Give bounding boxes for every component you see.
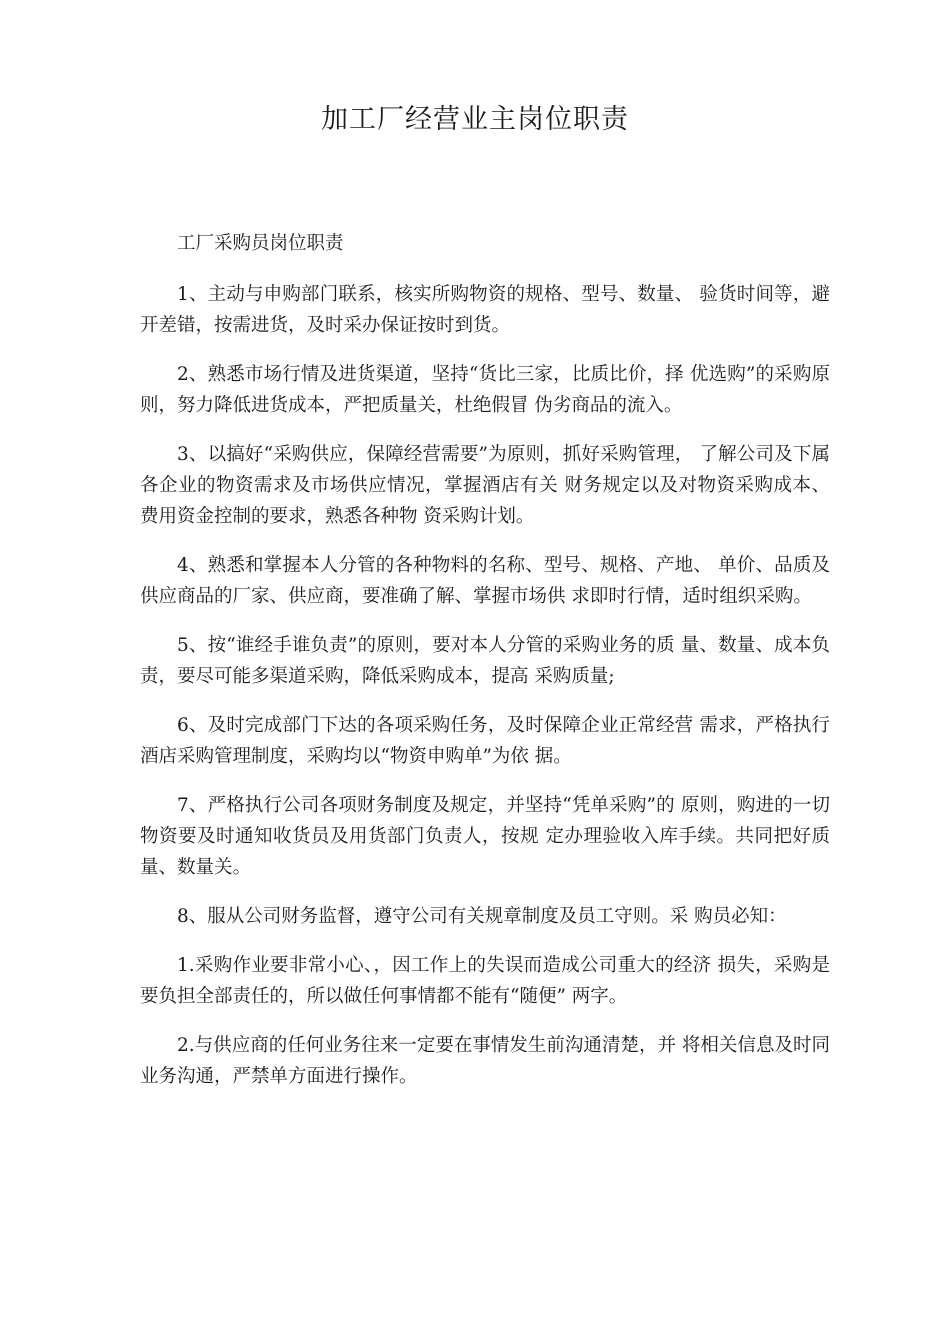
duty-paragraph-5: 5、按“谁经手谁负责”的原则，要对本人分管的采购业务的质 量、数量、成本负责，要尽可能多渠道采购，降低采购成本，提高 采购质量; <box>140 635 830 687</box>
duty-paragraph-7: 7、严格执行公司各项财务制度及规定，并坚持“凭单采购”的 原则，购进的一切物资要及时通知收货员及用货部门负责人，按规 定办理验收入库手续。共同把好质量、数量关。 <box>140 795 830 878</box>
duty-paragraph-8: 8、服从公司财务监督，遵守公司有关规章制度及员工守则。采 购员必知： <box>177 906 787 927</box>
duty-paragraph-3: 3、以搞好“采购供应，保障经营需要”为原则，抓好采购管理， 了解公司及下属各企业的物资需求及市场供应情况，掌握酒店有关 财务规定以及对物资采购成本、费用资金控制的要求，熟悉各种物 资采购计划。 <box>140 444 830 527</box>
duty-paragraph-4: 4、熟悉和掌握本人分管的各种物料的名称、型号、规格、产地、 单价、品质及供应商品的厂家、供应商，要准确了解、掌握市场供 求即时行情，适时组织采购。 <box>140 555 830 607</box>
duty-paragraph-1: 1、主动与申购部门联系，核实所购物资的规格、型号、数量、 验货时间等，避开差错，按需进货，及时采办保证按时到货。 <box>140 284 830 336</box>
document-title: 加工厂经营业主岗位职责 <box>321 104 629 135</box>
section-heading: 工厂采购员岗位职责 <box>177 233 344 254</box>
must-know-item-2: 2.与供应商的任何业务往来一定要在事情发生前沟通清楚，并 将相关信息及时同业务沟通，严禁单方面进行操作。 <box>140 1035 830 1087</box>
duty-paragraph-6: 6、及时完成部门下达的各项采购任务，及时保障企业正常经营 需求，严格执行酒店采购管理制度，采购均以“物资申购单”为依 据。 <box>140 715 830 767</box>
duty-paragraph-2: 2、熟悉市场行情及进货渠道，坚持“货比三家，比质比价，择 优选购”的采购原则，努力降低进货成本，严把质量关，杜绝假冒 伪劣商品的流入。 <box>140 364 830 416</box>
must-know-item-1: 1.采购作业要非常小心、，因工作上的失误而造成公司重大的经济 损失，采购是要负担全部责任的，所以做任何事情都不能有“随便” 两字。 <box>140 955 830 1007</box>
document-body <box>140 228 830 1110</box>
